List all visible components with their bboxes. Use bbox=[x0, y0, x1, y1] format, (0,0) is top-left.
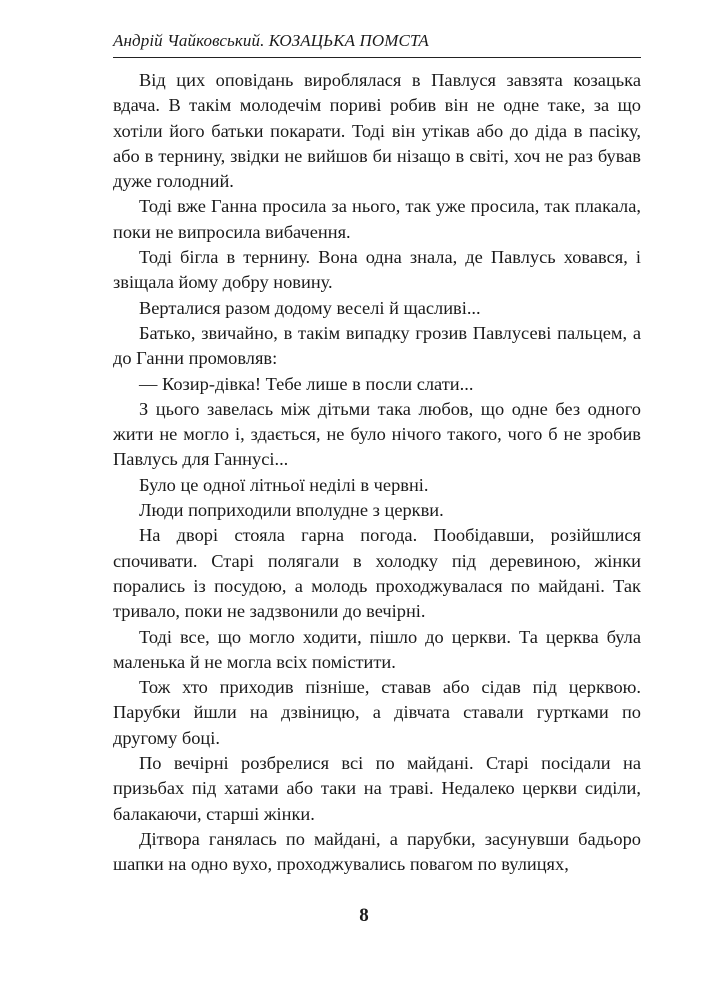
running-head: Андрій Чайковський. КОЗАЦЬКА ПОМСТА bbox=[113, 31, 429, 50]
paragraph: Тож хто приходив пізніше, ставав або сідав під церквою. Парубки йшли на дзвіницю, а дівчата ставали гуртками по другому боці. bbox=[113, 677, 641, 748]
paragraph: Люди поприходили вполудне з церкви. bbox=[139, 500, 444, 521]
paragraph: З цього завелась між дітьми така любов, що одне без одного жити не могло і, здається, не було нічого такого, чого б не зробив Павлусь для Ганнусі... bbox=[113, 398, 641, 470]
paragraph: Верталися разом додому веселі й щасливі... bbox=[139, 297, 481, 318]
paragraph: Батько, звичайно, в такім випадку грозив Павлусеві пальцем, а до Ганни промовляв: bbox=[113, 322, 641, 369]
page-number: 8 bbox=[359, 905, 369, 926]
paragraph: На дворі стояла гарна погода. Пообідавши, розійшлися спочивати. Старі полягали в холодку під деревиною, жінки порались із посудою, а молодь проходжувалася по майдані. Так тривало, поки не задзвонили до вечірні. bbox=[113, 525, 641, 622]
paragraph: Тоді бігла в тернину. Вона одна знала, де Павлусь ховався, і звіщала йому добру новину. bbox=[113, 247, 641, 293]
header-rule bbox=[113, 57, 641, 58]
paragraph: Від цих оповідань вироблялася в Павлуся завзята козацька вдача. В такім молодечім пориві робив він не одне таке, за що хотіли його батьки покарати. Тоді він утікав або до діда в пасіку, або в тернину, звідки не вийшов би нізащо в світі, хоч не раз бував дуже голодний. bbox=[113, 70, 641, 192]
paragraph: Тоді вже Ганна просила за нього, так уже просила, так плакала, поки не випросила вибачення. bbox=[113, 196, 641, 242]
body-text bbox=[113, 68, 641, 878]
paragraph: Тоді все, що могло ходити, пішло до церкви. Та церква була маленька й не могла всіх помістити. bbox=[113, 626, 641, 672]
paragraph: — Козир-дівка! Тебе лише в посли слати... bbox=[139, 373, 474, 394]
paragraph: Було це одної літньої неділі в червні. bbox=[139, 474, 429, 495]
paragraph: Дітвора ганялась по майдані, а парубки, засунувши бадьоро шапки на одно вухо, проходжувались повагом по вулицях, bbox=[113, 828, 641, 875]
paragraph: По вечірні розбрелися всі по майдані. Старі посідали на призьбах під хатами або таки на траві. Недалеко церкви сиділи, балакаючи, старші жінки. bbox=[113, 753, 641, 824]
